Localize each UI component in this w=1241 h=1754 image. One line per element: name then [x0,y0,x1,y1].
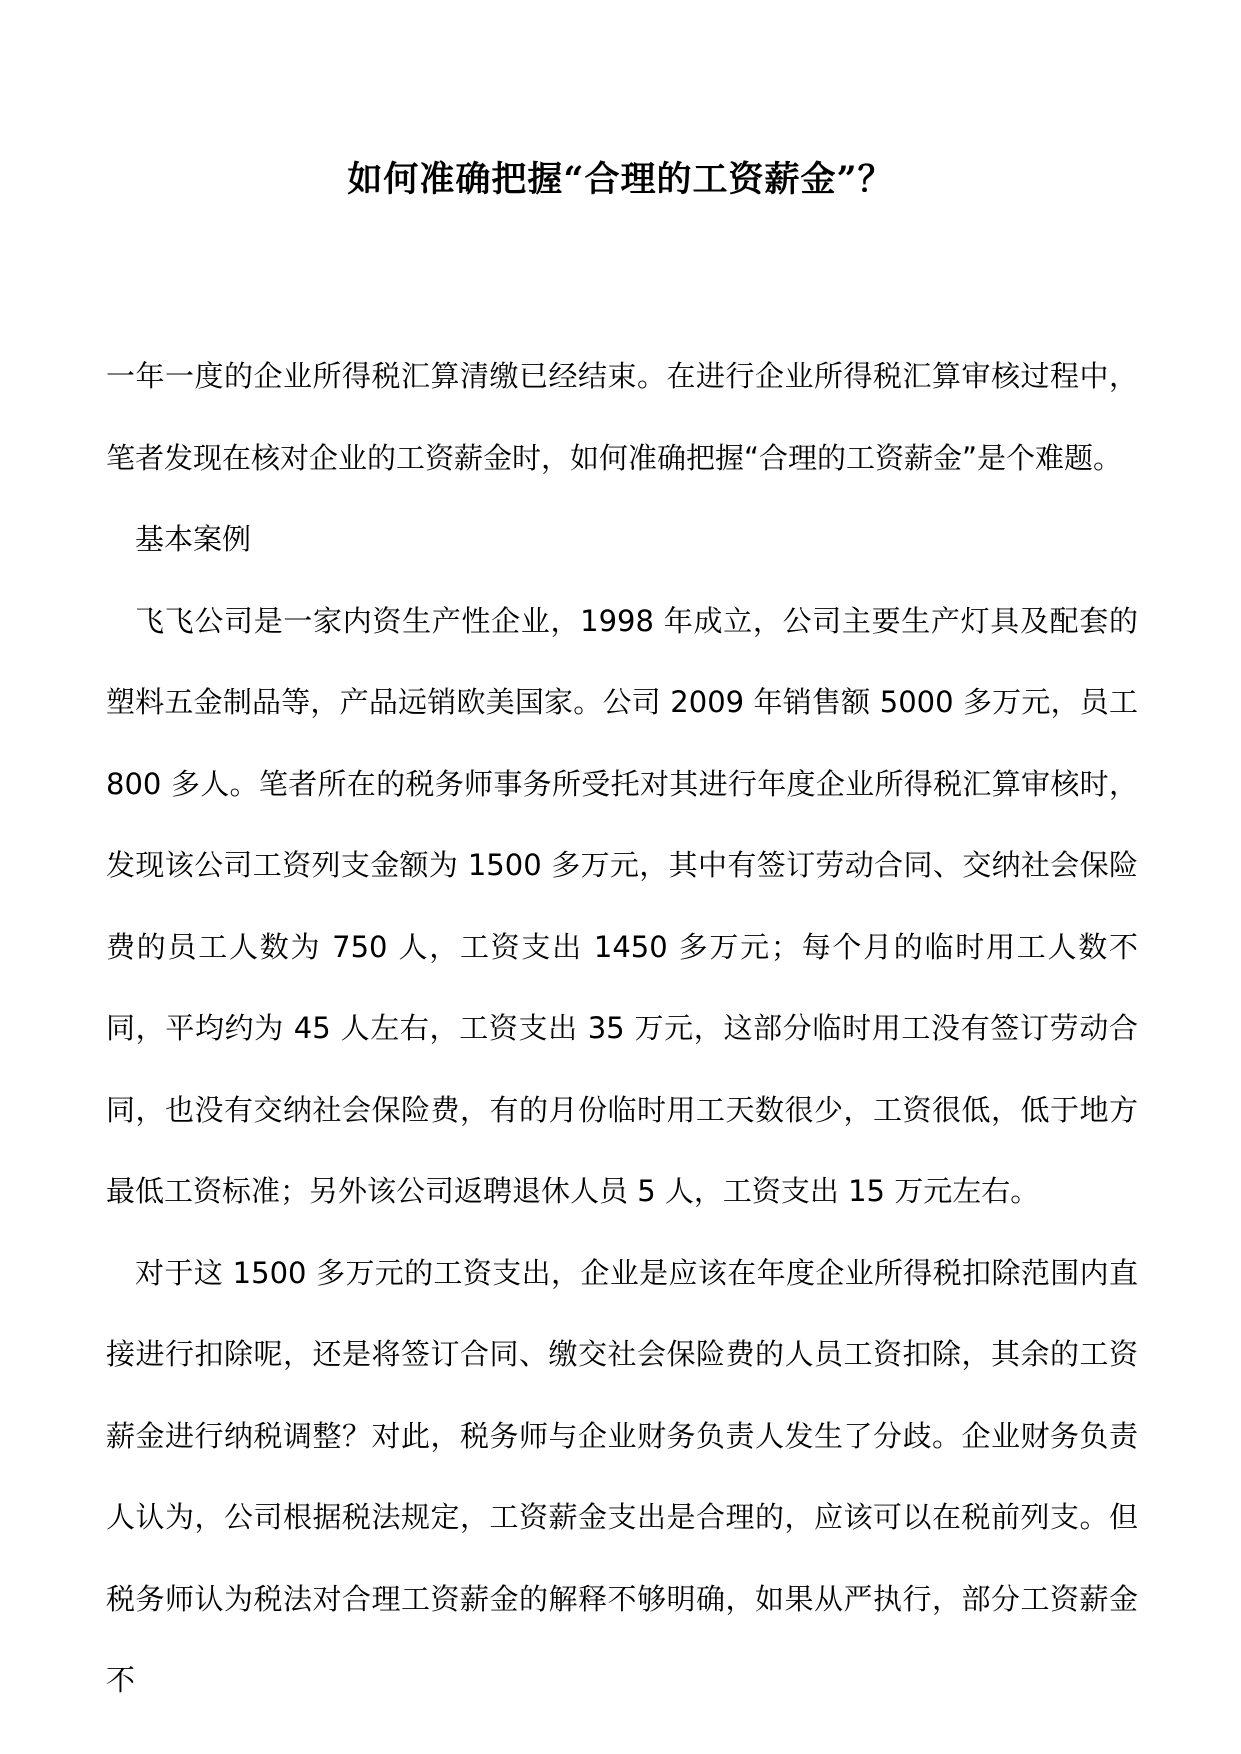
paragraph-dispute: 对于这 1500 多万元的工资支出，企业是应该在年度企业所得税扣除范围内直接进行扣除呢，还是将签订合同、缴交社会保险费的人员工资扣除，其余的工资薪金进行纳税调整？对此，税务师与企业财务负责人发生了分歧。企业财务负责人认为，公司根据税法规定，工资薪金支出是合理的，应该可以在税前列支。但税务师认为税法对合理工资薪金的解释不够明确，如果从严执行，部分工资薪金不 [106,1255,1138,1697]
document-title: 如何准确把握“合理的工资薪金”？ [347,159,894,200]
section-heading-basic-case: 基本案例 [135,522,252,556]
paragraph-intro: 一年一度的企业所得税汇算清缴已经结束。在进行企业所得税汇算审核过程中，笔者发现在核对企业的工资薪金时，如何准确把握“合理的工资薪金”是个难题。 [106,359,1138,475]
paragraph-case-description: 飞飞公司是一家内资生产性企业，1998 年成立，公司主要生产灯具及配套的塑料五金制品等，产品远销欧美国家。公司 2009 年销售额 5000 多万元，员工 800 多人。笔者所在的税务师事务所受托对其进行年度企业所得税汇算审核时，发现该公司工资列支金额为 1500 多万元，其中有签订劳动合同、交纳社会保险费的员工人数为 750 人，工资支出 1450 多万元；每个月的临时用工人数不同，平均约为 45 人左右，工资支出 35 万元，这部分临时用工没有签订劳动合同，也没有交纳社会保险费，有的月份临时用工天数很少，工资很低，低于地方最低工资标准；另外该公司返聘退休人员 5 人，工资支出 15 万元左右。 [106,603,1138,1208]
document-body [106,336,1138,1722]
